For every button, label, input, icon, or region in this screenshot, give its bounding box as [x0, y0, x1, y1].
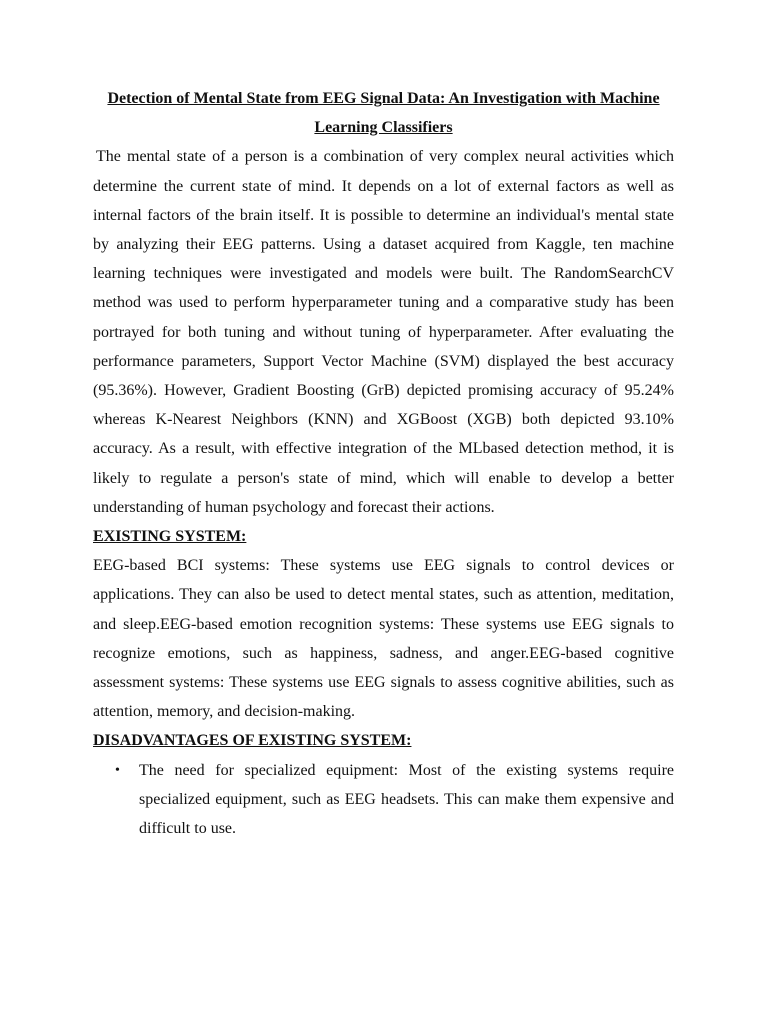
abstract-paragraph: The mental state of a person is a combination of very complex neural activities which determine the current state of mind. It depends on a lot of external factors as well as internal factors of the brain itself. It is possible to determine an individual's mental state by analyzing their EEG patterns. Using a dataset acquired from Kaggle, ten machine learning techniques were investigated and models were built. The RandomSearchCV method was used to perform hyperparameter tuning and a comparative study has been portrayed for both tuning and without tuning of hyperparameter. After evaluating the performance parameters, Support Vector Machine (SVM) displayed the best accuracy (95.36%). However, Gradient Boosting (GrB) depicted promising accuracy of 95.24% whereas K-Nearest Neighbors (KNN) and XGBoost (XGB) both depicted 93.10% accuracy. As a result, with effective integration of the MLbased detection method, it is likely to regulate a person's state of mind, which will enable to develop a better understanding of human psychology and forecast their actions.	[93, 148, 674, 516]
list-item	[115, 756, 674, 844]
existing-system-heading: EXISTING SYSTEM:	[93, 528, 247, 546]
bullet-icon: •	[115, 762, 120, 778]
disadvantages-heading: DISADVANTAGES OF EXISTING SYSTEM:	[93, 732, 412, 750]
existing-system-paragraph: EEG-based BCI systems: These systems use EEG signals to control devices or applications. They can also be used to detect mental states, such as attention, meditation, and sleep.EEG-based emotion recognition systems: These systems use EEG signals to recognize emotions, such as happiness, sadness, and anger.EEG-based cognitive assessment systems: These systems use EEG signals to assess cognitive abilities, such as attention, memory, and decision-making.	[93, 557, 674, 721]
disadvantages-list	[93, 756, 674, 844]
list-item-text: The need for specialized equipment: Most of the existing systems require specialized equipment, such as EEG headsets. This can make them expensive and difficult to use.	[139, 761, 674, 838]
document-title: Detection of Mental State from EEG Signal Data: An Investigation with Machine Learning Classifiers	[107, 90, 660, 137]
document-page	[93, 84, 674, 843]
